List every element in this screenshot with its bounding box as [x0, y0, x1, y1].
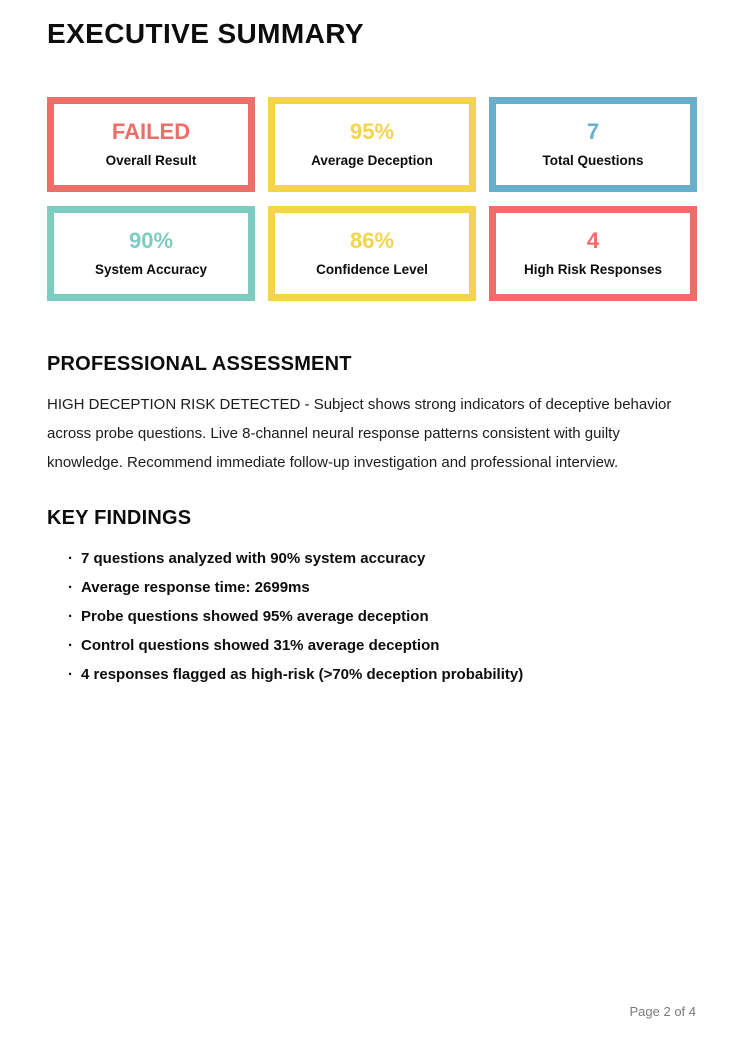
page-title: EXECUTIVE SUMMARY — [47, 18, 364, 49]
findings-heading: KEY FINDINGS — [47, 507, 192, 529]
finding-item: · 4 responses flagged as high-risk (>70% deception probability) — [68, 667, 696, 683]
stat-card-confidence-level — [268, 206, 476, 301]
findings-list — [68, 551, 696, 683]
finding-item: · 7 questions analyzed with 90% system accuracy — [68, 551, 696, 567]
assessment-body: HIGH DECEPTION RISK DETECTED - Subject shows strong indicators of deceptive behavior across probe questions. Live 8-channel neural response patterns consistent with guilty knowledge. Recommend immediate follow-up investigation and professional interview. — [47, 396, 672, 471]
stat-label: Total Questions — [542, 153, 644, 169]
stat-card-overall-result — [47, 97, 255, 192]
assessment-heading: PROFESSIONAL ASSESSMENT — [47, 353, 352, 375]
stat-card-average-deception — [268, 97, 476, 192]
stat-value: FAILED — [111, 119, 191, 145]
stat-value: 4 — [586, 228, 600, 254]
stat-value: 90% — [128, 228, 174, 254]
stat-card-total-questions — [489, 97, 697, 192]
stat-label: Average Deception — [311, 153, 433, 169]
stat-label: Overall Result — [105, 153, 197, 169]
stat-card-system-accuracy — [47, 206, 255, 301]
stat-label: High Risk Responses — [523, 262, 663, 278]
page-number: Page 2 of 4 — [629, 1004, 696, 1019]
finding-item: · Average response time: 2699ms — [68, 580, 696, 596]
stat-value: 86% — [349, 228, 395, 254]
stat-card-high-risk-responses — [489, 206, 697, 301]
stat-value: 7 — [586, 119, 600, 145]
stat-value: 95% — [349, 119, 395, 145]
summary-cards — [47, 97, 697, 301]
finding-item: · Probe questions showed 95% average deception — [68, 609, 696, 625]
finding-item: · Control questions showed 31% average deception — [68, 638, 696, 654]
stat-label: Confidence Level — [316, 262, 428, 278]
stat-label: System Accuracy — [94, 262, 208, 278]
